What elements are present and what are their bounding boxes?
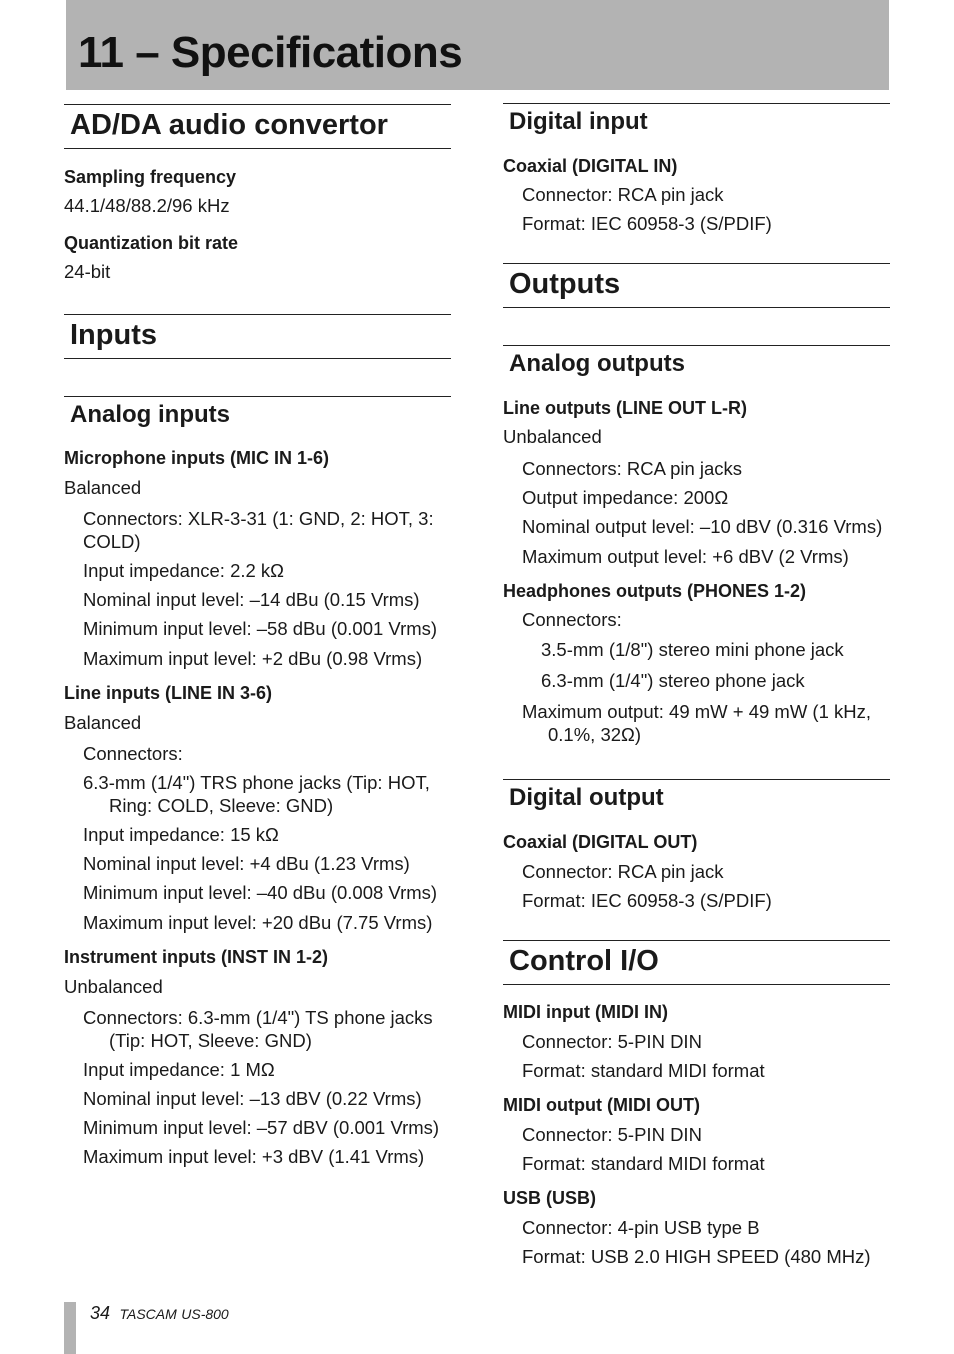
heading-outputs-text: Outputs	[509, 268, 621, 300]
inst-label: Instrument inputs (INST IN 1-2)	[64, 947, 329, 967]
line-in-jack-cont: Ring: COLD, Sleeve: GND)	[109, 795, 334, 816]
mic-impedance: Input impedance: 2.2 kΩ	[83, 560, 285, 581]
heading-analog-outputs	[503, 345, 890, 385]
line-in-nominal: Nominal input level: +4 dBu (1.23 Vrms)	[83, 853, 410, 874]
phones-connectors: Connectors:	[522, 609, 622, 630]
usb-connector: Connector: 4-pin USB type B	[522, 1217, 760, 1238]
phones-jack-mini: 3.5-mm (1/8") stereo mini phone jack	[541, 639, 844, 660]
mic-type: Balanced	[64, 477, 142, 498]
footer-brand: TASCAM	[119, 1306, 177, 1322]
line-in-jack: 6.3-mm (1/4") TRS phone jacks (Tip: HOT,	[83, 772, 430, 793]
inst-connectors: Connectors: 6.3-mm (1/4") TS phone jacks	[83, 1007, 433, 1028]
mic-maximum: Maximum input level: +2 dBu (0.98 Vrms)	[83, 648, 423, 669]
heading-analog-outputs-text: Analog outputs	[509, 350, 685, 377]
line-in-label: Line inputs (LINE IN 3-6)	[64, 683, 273, 703]
usb-label: USB (USB)	[503, 1188, 596, 1208]
midi-out-connector: Connector: 5-PIN DIN	[522, 1124, 702, 1145]
line-out-type: Unbalanced	[503, 426, 602, 447]
midi-out-label: MIDI output (MIDI OUT)	[503, 1095, 700, 1115]
mic-label: Microphone inputs (MIC IN 1-6)	[64, 448, 329, 468]
sampling-value: 44.1/48/88.2/96 kHz	[64, 195, 230, 216]
midi-in-label: MIDI input (MIDI IN)	[503, 1002, 668, 1022]
line-in-maximum: Maximum input level: +20 dBu (7.75 Vrms)	[83, 912, 433, 933]
heading-analog-inputs	[64, 396, 451, 436]
inst-minimum: Minimum input level: –57 dBV (0.001 Vrms)	[83, 1117, 440, 1138]
inst-maximum: Maximum input level: +3 dBV (1.41 Vrms)	[83, 1146, 425, 1167]
line-in-connectors: Connectors:	[83, 743, 183, 764]
inst-impedance: Input impedance: 1 MΩ	[83, 1059, 275, 1080]
page-number: 34	[90, 1303, 111, 1323]
line-out-impedance: Output impedance: 200Ω	[522, 487, 729, 508]
line-out-label: Line outputs (LINE OUT L-R)	[503, 398, 747, 418]
digital-out-connector: Connector: RCA pin jack	[522, 861, 724, 882]
line-in-type: Balanced	[64, 712, 142, 733]
sampling-label: Sampling frequency	[64, 167, 237, 187]
heading-digital-input-text: Digital input	[509, 108, 648, 135]
mic-connectors: Connectors: XLR-3-31 (1: GND, 2: HOT, 3:	[83, 508, 434, 529]
footer-bar	[64, 1302, 76, 1354]
quant-label: Quantization bit rate	[64, 233, 239, 253]
digital-in-format: Format: IEC 60958-3 (S/PDIF)	[522, 213, 772, 234]
footer-model: US-800	[181, 1306, 229, 1322]
line-out-maximum: Maximum output level: +6 dBV (2 Vrms)	[522, 546, 849, 567]
midi-in-connector: Connector: 5-PIN DIN	[522, 1031, 702, 1052]
inst-nominal: Nominal input level: –13 dBV (0.22 Vrms)	[83, 1088, 422, 1109]
midi-out-format: Format: standard MIDI format	[522, 1153, 765, 1174]
midi-in-format: Format: standard MIDI format	[522, 1060, 765, 1081]
heading-outputs	[503, 263, 890, 308]
heading-control-io-text: Control I/O	[509, 945, 659, 977]
phones-jack-quarter: 6.3-mm (1/4") stereo phone jack	[541, 670, 805, 691]
footer	[90, 1303, 229, 1324]
heading-digital-input	[503, 103, 890, 143]
line-out-connectors: Connectors: RCA pin jacks	[522, 458, 743, 479]
chapter-title: 11 – Specifications	[78, 28, 463, 77]
heading-control-io	[503, 940, 890, 985]
line-out-nominal: Nominal output level: –10 dBV (0.316 Vrms)	[522, 516, 883, 537]
heading-digital-output	[503, 779, 890, 819]
digital-out-format: Format: IEC 60958-3 (S/PDIF)	[522, 890, 772, 911]
mic-nominal: Nominal input level: –14 dBu (0.15 Vrms)	[83, 589, 420, 610]
heading-digital-output-text: Digital output	[509, 784, 664, 811]
inst-connectors-cont: (Tip: HOT, Sleeve: GND)	[109, 1030, 312, 1051]
digital-in-label: Coaxial (DIGITAL IN)	[503, 156, 678, 176]
line-in-minimum: Minimum input level: –40 dBu (0.008 Vrms)	[83, 882, 438, 903]
heading-inputs	[64, 314, 451, 359]
heading-analog-inputs-text: Analog inputs	[70, 401, 230, 428]
mic-connectors-cont: COLD)	[83, 531, 141, 552]
mic-minimum: Minimum input level: –58 dBu (0.001 Vrms)	[83, 618, 438, 639]
heading-adda-text: AD/DA audio convertor	[70, 109, 388, 141]
heading-inputs-text: Inputs	[70, 319, 157, 351]
phones-max-output: Maximum output: 49 mW + 49 mW (1 kHz,	[522, 701, 872, 722]
usb-format: Format: USB 2.0 HIGH SPEED (480 MHz)	[522, 1246, 871, 1267]
digital-in-connector: Connector: RCA pin jack	[522, 184, 724, 205]
heading-adda	[64, 104, 451, 149]
phones-max-output-cont: 0.1%, 32Ω)	[548, 724, 642, 745]
phones-label: Headphones outputs (PHONES 1-2)	[503, 581, 807, 601]
quant-value: 24-bit	[64, 261, 111, 282]
digital-out-label: Coaxial (DIGITAL OUT)	[503, 832, 698, 852]
inst-type: Unbalanced	[64, 976, 163, 997]
line-in-impedance: Input impedance: 15 kΩ	[83, 824, 279, 845]
